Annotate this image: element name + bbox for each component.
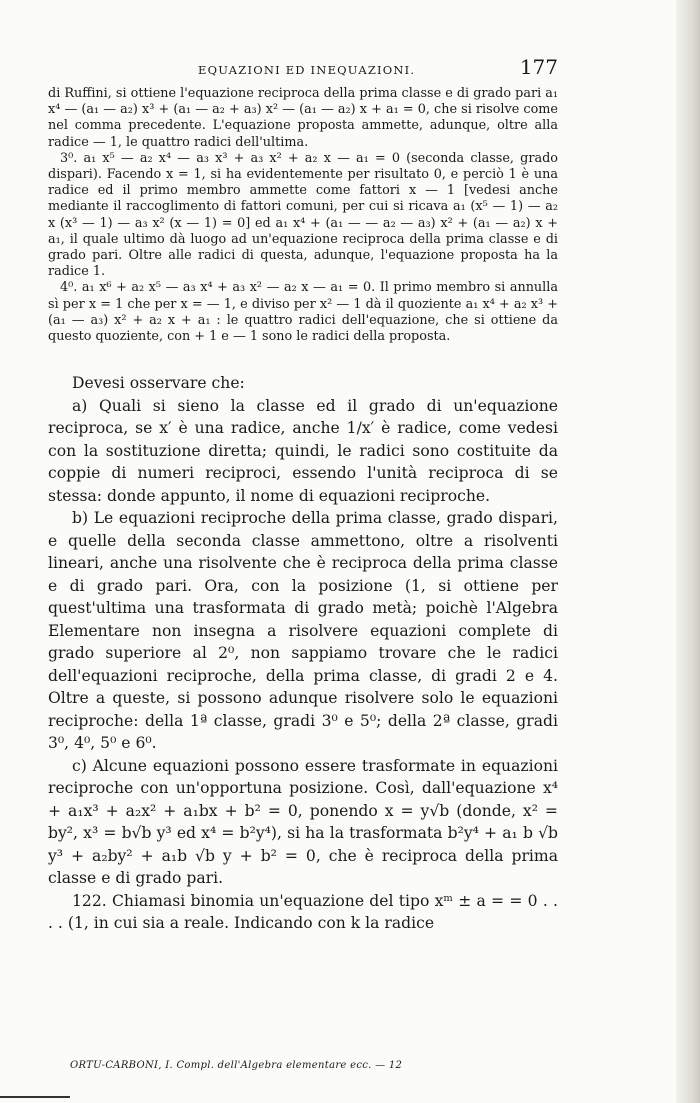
paragraph-intro: Devesi osservare che: bbox=[72, 374, 245, 392]
footer-signature: ORTU-CARBONI, I. Compl. dell'Algebra elementare ecc. — 12 bbox=[70, 1060, 403, 1071]
main-text-section bbox=[48, 372, 558, 935]
paragraph-ruffini: di Ruffini, si ottiene l'equazione reciproca della prima classe e di grado pari a₁ x⁴ — (a₁ — a₂) x³ + (a₁ — a₂ + a₃) x² — (a₁ — a₂) x + a₁ = 0, che si risolve come nel comma precedente. L'equazione proposta ammette, adunque, oltre alla radice — 1, le quattro radici dell'ultima. bbox=[48, 86, 558, 150]
bottom-rule bbox=[0, 1096, 70, 1098]
paragraph-122: 122. Chiamasi binomia un'equazione del tipo xᵐ ± a = = 0 . . . . (1, in cui sia a reale. Indicando con k la radice bbox=[48, 891, 558, 932]
page-edge-shadow bbox=[676, 0, 700, 1103]
page-number: 177 bbox=[519, 55, 558, 79]
paragraph-a: a) Quali si sieno la classe ed il grado di un'equazione reciproca, se x′ è una radice, anche 1/x′ è radice, come vedesi con la sostituzione diretta; quindi, le radici sono costituite da coppie di numeri reciproci, essendo l'unità reciproca di se stessa: donde appunto, il nome di equazioni reciproche. bbox=[48, 396, 558, 505]
paragraph-b: b) Le equazioni reciproche della prima classe, grado dispari, e quelle della seconda classe ammettono, oltre a risolventi lineari, anche una risolvente che è reciproca della prima classe e di grado pari. Ora, con la posizione (1, si ottiene per quest'ultima una trasformata di grado metà; poichè l'Algebra Elementare non insegna a risolvere equazioni complete di grado superiore al 2⁰, non sappiamo trovare che le radici dell'equazioni reciproche, della prima classe, di gradi 2 e 4. Oltre a queste, si possono adunque risolvere solo le equazioni reciproche: della 1ª classe, gradi 3⁰ e 5⁰; della 2ª classe, gradi 3⁰, 4⁰, 5⁰ e 6⁰. bbox=[48, 509, 558, 752]
paragraph-c: c) Alcune equazioni possono essere trasformate in equazioni reciproche con un'opportuna posizione. Così, dall'equazione x⁴ + a₁x³ + a₂x² + a₁bx + b² = 0, ponendo x = y√b (donde, x² = by², x³ = b√b y³ ed x⁴ = b²y⁴), si ha la trasformata b²y⁴ + a₁ b √b y³ + a₂by² + a₁b √b y + b² = 0, che è reciproca della prima classe e di grado pari. bbox=[48, 756, 558, 887]
small-print-section bbox=[48, 86, 558, 345]
paragraph-case-4: 4⁰. a₁ x⁶ + a₂ x⁵ — a₃ x⁴ + a₃ x² — a₂ x — a₁ = 0. Il primo membro si annulla sì per x = 1 che per x = — 1, e diviso per x² — 1 dà il quoziente a₁ x⁴ + a₂ x³ + (a₁ — a₃) x² + a₂ x + a₁ : le quattro radici dell'equazione, che si ottiene da questo quoziente, con + 1 e — 1 sono le radici della proposta. bbox=[48, 280, 558, 345]
paragraph-case-3: 3⁰. a₁ x⁵ — a₂ x⁴ — a₃ x³ + a₃ x² + a₂ x — a₁ = 0 (seconda classe, grado dispari). Facendo x = 1, si ha evidentemente per risultato 0, e perciò 1 è una radice ed il primo membro ammette come fattori x — 1 [vedesi anche mediante il raccoglimento di fattori comuni, per cui si ricava a₁ (x⁵ — 1) — a₂ x (x³ — 1) — a₃ x² (x — 1) = 0] ed a₁ x⁴ + (a₁ — — a₂ — a₃) x² + (a₁ — a₂) x + a₁, il quale ultimo dà luogo ad un'equazione reciproca della prima classe e di grado pari. Oltre alle radici di questa, adunque, l'equazione proposta ha la radice 1. bbox=[48, 150, 558, 280]
page-header bbox=[48, 55, 558, 83]
running-title: EQUAZIONI ED INEQUAZIONI. bbox=[198, 63, 416, 77]
